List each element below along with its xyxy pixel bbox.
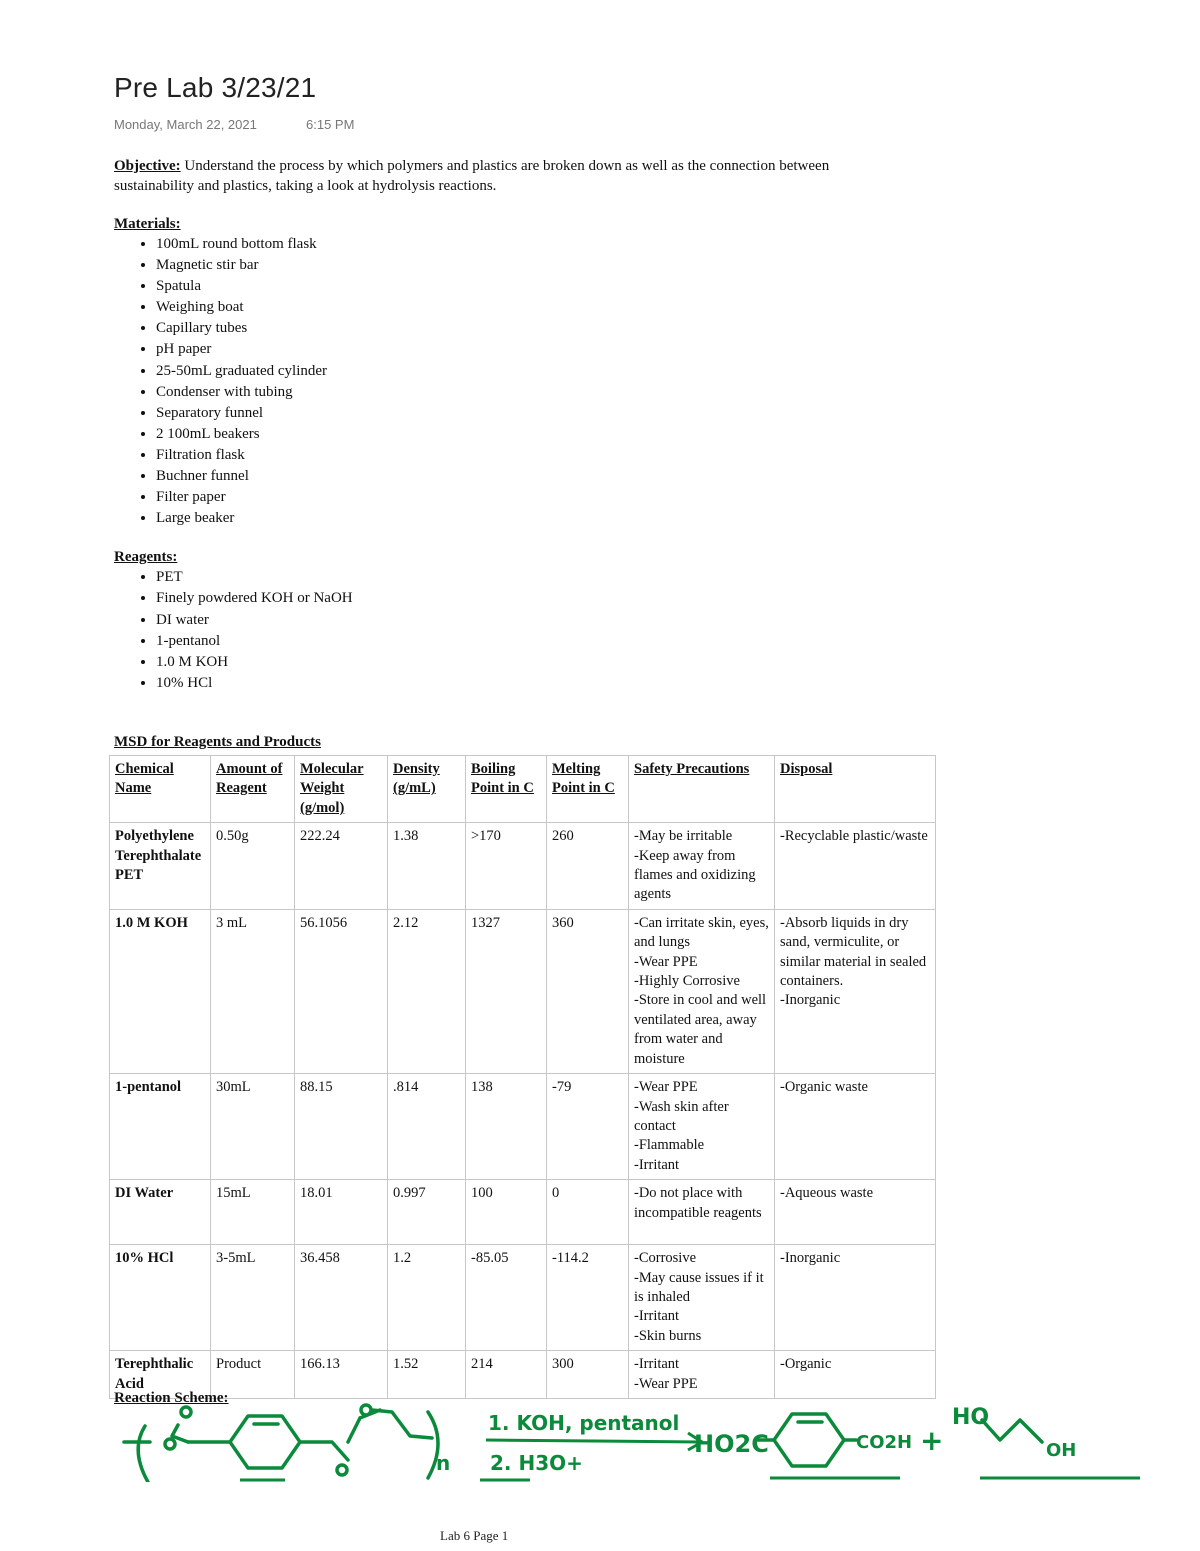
list-item: • pH paper	[156, 339, 944, 360]
table-cell: 1.0 M KOH	[110, 909, 211, 1073]
reaction-step-1: 1. KOH, pentanol	[488, 1411, 680, 1435]
list-item: • Filtration flask	[156, 445, 944, 466]
page-time: 6:15 PM	[306, 117, 355, 132]
repeat-subscript: n	[436, 1451, 451, 1475]
table-cell: -Absorb liquids in dry sand, vermiculite, or similar material in sealed containers. -Inorganic	[775, 909, 936, 1073]
header-cell: Density (g/mL)	[388, 756, 466, 823]
table-cell: 3 mL	[211, 909, 295, 1073]
list-item: • Separatory funnel	[156, 403, 944, 424]
list-item: • 25-50mL graduated cylinder	[156, 361, 944, 382]
table-row	[110, 823, 936, 910]
table-cell: -Irritant -Wear PPE	[629, 1351, 775, 1399]
ester-bond-up	[348, 1418, 360, 1442]
table-cell: -Organic waste	[775, 1074, 936, 1180]
msd-table	[109, 755, 936, 1399]
diol-ho: HO	[952, 1405, 990, 1430]
table-row	[110, 1074, 936, 1180]
list-item: • Filter paper	[156, 487, 944, 508]
list-item: • Large beaker	[156, 508, 944, 529]
table-cell: Product	[211, 1351, 295, 1399]
carbonyl-oxygen-right	[337, 1465, 347, 1475]
table-cell: 1-pentanol	[110, 1074, 211, 1180]
table-cell: 36.458	[295, 1245, 388, 1351]
ethylene-glycol-chain	[982, 1420, 1042, 1442]
reaction-scheme-drawing	[110, 1400, 1150, 1482]
table-cell: -114.2	[547, 1245, 629, 1351]
reagents-list	[114, 567, 944, 694]
table-cell: 2.12	[388, 909, 466, 1073]
table-cell: -Corrosive -May cause issues if it is inhaled -Irritant -Skin burns	[629, 1245, 775, 1351]
page-date: Monday, March 22, 2021	[114, 117, 257, 132]
plus-sign: +	[920, 1424, 944, 1457]
list-item: • Capillary tubes	[156, 318, 944, 339]
table-cell: -Inorganic	[775, 1245, 936, 1351]
list-item: • 10% HCl	[156, 673, 944, 694]
table-cell: 1.38	[388, 823, 466, 910]
table-cell: -May be irritable -Keep away from flames and oxidizing agents	[629, 823, 775, 910]
reaction-step-2: 2. H3O+	[490, 1451, 583, 1475]
table-cell: >170	[466, 823, 547, 910]
reaction-arrow-shaft	[486, 1440, 700, 1442]
table-cell: -Aqueous waste	[775, 1180, 936, 1245]
acid-right-group: CO2H	[856, 1432, 913, 1453]
objective-label: Objective:	[114, 158, 181, 174]
table-cell: -Organic	[775, 1351, 936, 1399]
table-cell: 0	[547, 1180, 629, 1245]
table-cell: -Do not place with incompatible reagents	[629, 1180, 775, 1245]
table-cell: 260	[547, 823, 629, 910]
table-cell: 1.52	[388, 1351, 466, 1399]
list-item: • 1.0 M KOH	[156, 652, 944, 673]
header-cell: Boiling Point in C	[466, 756, 547, 823]
reagents-heading: Reagents:	[114, 549, 178, 566]
prelab-content	[114, 156, 944, 694]
reaction-scheme-heading: Reaction Scheme:	[114, 1390, 229, 1406]
objective-text: Understand the process by which polymers and plastics are broken down as well as the connection between sustainability and plastics, taking a look at hydrolysis reactions.	[114, 158, 830, 194]
ethylene-chain	[372, 1410, 432, 1438]
table-cell: 88.15	[295, 1074, 388, 1180]
table-cell: -Can irritate skin, eyes, and lungs -Wear PPE -Highly Corrosive -Store in cool and well ventilated area, away from water and moisture	[629, 909, 775, 1073]
header-cell: Disposal	[775, 756, 936, 823]
objective-paragraph	[114, 156, 904, 196]
list-item: • PET	[156, 567, 944, 588]
carbonyl-oxygen-left	[181, 1407, 191, 1417]
list-item: • DI water	[156, 610, 944, 631]
table-cell: 360	[547, 909, 629, 1073]
table-cell: 0.997	[388, 1180, 466, 1245]
table-cell: 100	[466, 1180, 547, 1245]
list-item: • 1-pentanol	[156, 631, 944, 652]
table-cell: 30mL	[211, 1074, 295, 1180]
table-cell: 222.24	[295, 823, 388, 910]
bond-to-ester-right	[300, 1442, 348, 1460]
page-title: Pre Lab 3/23/21	[114, 72, 317, 103]
list-item: • Weighing boat	[156, 297, 944, 318]
msd-heading: MSD for Reagents and Products	[114, 734, 321, 750]
table-cell: 138	[466, 1074, 547, 1180]
materials-heading: Materials:	[114, 216, 181, 232]
table-cell: DI Water	[110, 1180, 211, 1245]
header-cell: Melting Point in C	[547, 756, 629, 823]
table-cell: 15mL	[211, 1180, 295, 1245]
table-cell: 166.13	[295, 1351, 388, 1399]
table-cell: 3-5mL	[211, 1245, 295, 1351]
header-cell: Amount of Reagent	[211, 756, 295, 823]
table-cell: 214	[466, 1351, 547, 1399]
table-cell: 1327	[466, 909, 547, 1073]
table-cell: -85.05	[466, 1245, 547, 1351]
table-cell: Terephthalic Acid	[110, 1351, 211, 1399]
list-item: • Buchner funnel	[156, 466, 944, 487]
table-cell: 18.01	[295, 1180, 388, 1245]
list-item: • 2 100mL beakers	[156, 424, 944, 445]
table-cell: 1.2	[388, 1245, 466, 1351]
table-cell: -Wear PPE -Wash skin after contact -Flammable -Irritant	[629, 1074, 775, 1180]
ester-oxygen-left	[165, 1439, 175, 1449]
header-cell: Molecular Weight (g/mol)	[295, 756, 388, 823]
open-bracket	[138, 1426, 148, 1482]
table-row	[110, 1245, 936, 1351]
acid-left-group: HO2C	[694, 1430, 769, 1458]
terephthalic-ring	[758, 1414, 856, 1466]
cropped-handwritten-labels	[240, 1478, 1140, 1480]
list-item: • Finely powdered KOH or NaOH	[156, 588, 944, 609]
table-cell: 300	[547, 1351, 629, 1399]
list-item: • Condenser with tubing	[156, 382, 944, 403]
table-cell: .814	[388, 1074, 466, 1180]
table-cell: -Recyclable plastic/waste	[775, 823, 936, 910]
table-cell: 0.50g	[211, 823, 295, 910]
table-cell: Polyethylene Terephthalate PET	[110, 823, 211, 910]
page-footer: Lab 6 Page 1	[440, 1528, 509, 1543]
list-item: • 100mL round bottom flask	[156, 234, 944, 255]
table-cell: -79	[547, 1074, 629, 1180]
table-cell: 56.1056	[295, 909, 388, 1073]
diol-oh: OH	[1046, 1440, 1077, 1461]
list-item: • Spatula	[156, 276, 944, 297]
list-item: • Magnetic stir bar	[156, 255, 944, 276]
handwritten-scheme	[110, 1400, 1150, 1482]
table-header-row	[110, 756, 936, 823]
table-row	[110, 1351, 936, 1399]
materials-list	[114, 234, 944, 529]
header-cell: Chemical Name	[110, 756, 211, 823]
pet-structure	[124, 1405, 438, 1482]
header-cell: Safety Precautions	[629, 756, 775, 823]
ester-oxygen-right	[361, 1405, 371, 1415]
table-cell: 10% HCl	[110, 1245, 211, 1351]
table-row	[110, 909, 936, 1073]
table-row	[110, 1180, 936, 1245]
